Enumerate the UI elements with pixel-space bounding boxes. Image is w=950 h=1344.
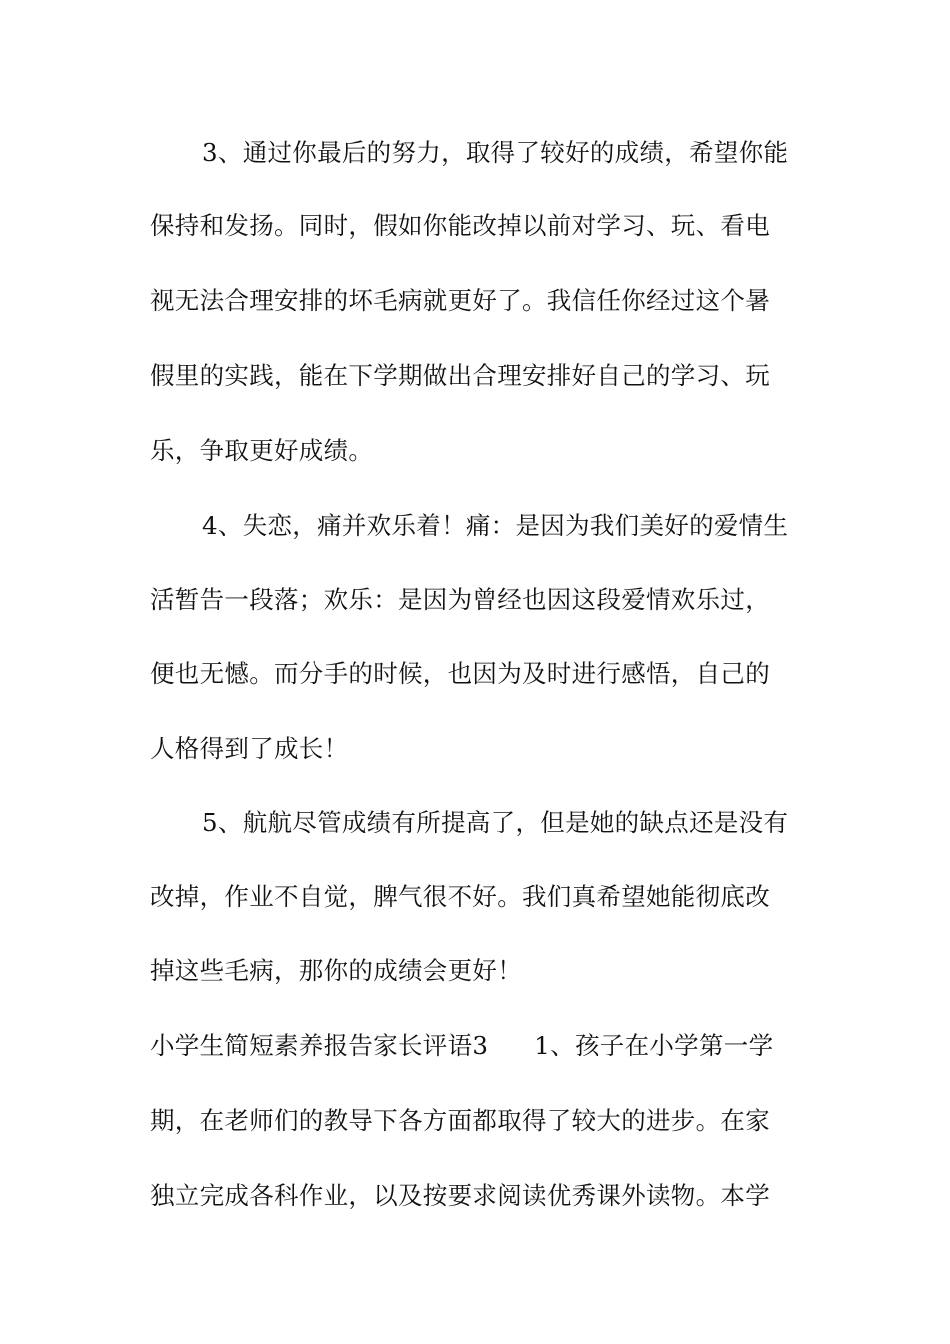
paragraph-4-line-1: 4、失恋，痛并欢乐着！痛：是因为我们美好的爱情生 bbox=[202, 511, 789, 540]
paragraph-3-line-3: 视无法合理安排的坏毛病就更好了。我信任你经过这个暑 bbox=[150, 286, 770, 315]
section-first-text: 1、孩子在小学第一学 bbox=[534, 1031, 774, 1060]
section-heading-line bbox=[150, 1031, 810, 1061]
paragraph-3-line-5: 乐，争取更好成绩。 bbox=[150, 436, 374, 465]
paragraph-3-line-2: 保持和发扬。同时，假如你能改掉以前对学习、玩、看电 bbox=[150, 211, 770, 240]
paragraph-4-line-4: 人格得到了成长！ bbox=[150, 734, 349, 763]
paragraph-5-line-2: 改掉，作业不自觉，脾气很不好。我们真希望她能彻底改 bbox=[150, 882, 770, 911]
section-paragraph-line-3: 独立完成各科作业，以及按要求阅读优秀课外读物。本学 bbox=[150, 1181, 770, 1210]
paragraph-3-line-1: 3、通过你最后的努力，取得了较好的成绩，希望你能 bbox=[202, 138, 789, 167]
section-paragraph-line-2: 期，在老师们的教导下各方面都取得了较大的进步。在家 bbox=[150, 1106, 770, 1135]
paragraph-4-line-3: 便也无憾。而分手的时候，也因为及时进行感悟，自己的 bbox=[150, 659, 770, 688]
paragraph-3-line-4: 假里的实践，能在下学期做出合理安排好自己的学习、玩 bbox=[150, 361, 770, 390]
paragraph-4-line-2: 活暂告一段落；欢乐：是因为曾经也因这段爱情欢乐过， bbox=[150, 585, 770, 614]
section-heading-title: 小学生简短素养报告家长评语3 bbox=[150, 1031, 489, 1060]
paragraph-5-line-3: 掉这些毛病，那你的成绩会更好！ bbox=[150, 956, 522, 985]
paragraph-5-line-1: 5、航航尽管成绩有所提高了，但是她的缺点还是没有 bbox=[202, 808, 789, 837]
